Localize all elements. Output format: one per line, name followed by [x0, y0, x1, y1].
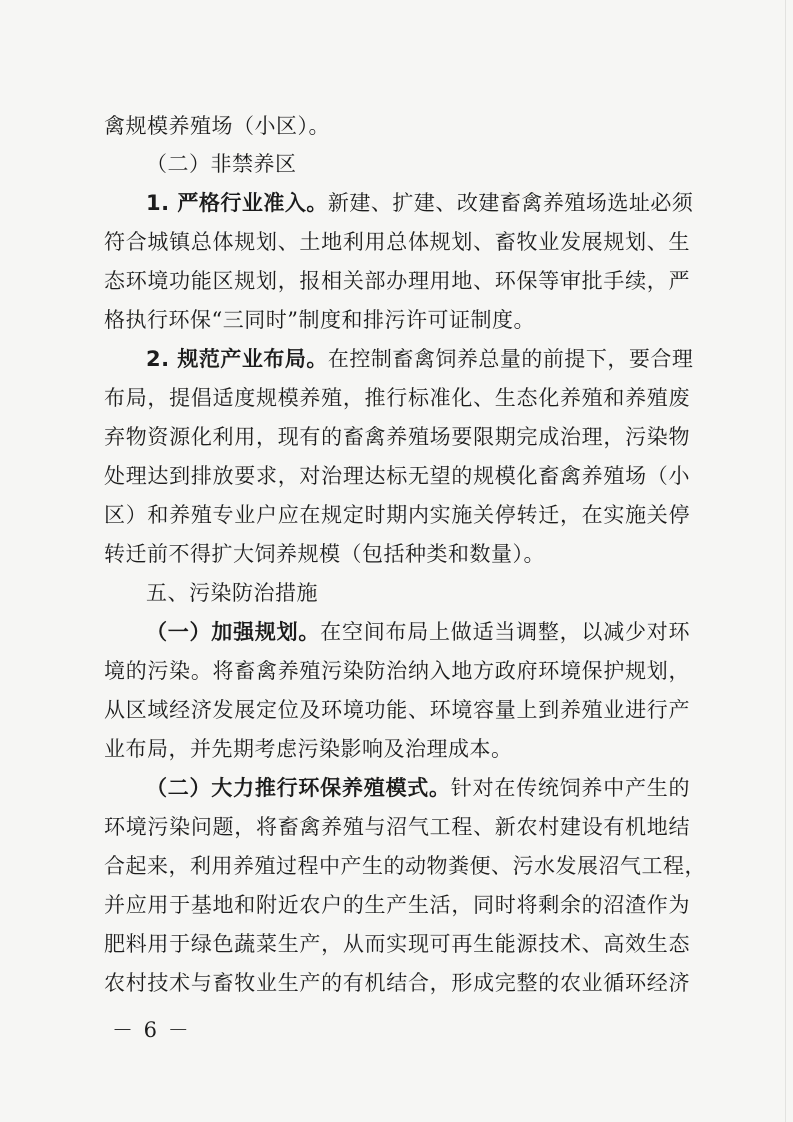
text-line: （二）大力推行环保养殖模式。针对在传统饲养中产生的 [146, 776, 691, 800]
section-heading: 五、污染防治措施 [146, 581, 318, 605]
scan-edge-line [785, 0, 786, 1122]
item-title: （一）加强规划。 [146, 620, 321, 644]
text-line: 业布局，并先期考虑污染影响及治理成本。 [104, 737, 513, 761]
section-heading: （二）非禁养区 [146, 152, 297, 176]
text-line: 境的污染。将畜禽养殖污染防治纳入地方政府环境保护规划， [104, 659, 690, 683]
text-line: （一）加强规划。在空间布局上做适当调整，以减少对环 [146, 620, 691, 644]
text-line: 环境污染问题，将畜禽养殖与沼气工程、新农村建设有机地结 [104, 815, 690, 839]
text-line: 并应用于基地和附近农户的生产生活，同时将剩余的沼渣作为 [104, 893, 690, 917]
text-line: 态环境功能区规划，报相关部办理用地、环保等审批手续，严 [104, 269, 690, 293]
text-line: 布局，提倡适度规模养殖，推行标准化、生态化养殖和养殖废 [104, 386, 690, 410]
text-line: 转迁前不得扩大饲养规模（包括种类和数量）。 [104, 542, 545, 566]
item-title: （二）大力推行环保养殖模式。 [146, 776, 451, 800]
text-line: 2. 规范产业布局。在控制畜禽饲养总量的前提下，要合理 [146, 347, 694, 371]
text-line: 弃物资源化利用，现有的畜禽养殖场要限期完成治理，污染物 [104, 425, 690, 449]
text-line: 符合城镇总体规划、土地利用总体规划、畜牧业发展规划、生 [104, 230, 690, 254]
text-line: 处理达到排放要求，对治理达标无望的规模化畜禽养殖场（小 [104, 464, 690, 488]
text-line: 合起来，利用养殖过程中产生的动物粪便、污水发展沼气工程， [104, 854, 706, 878]
item-title: 2. 规范产业布局。 [146, 347, 328, 371]
text-line: 从区域经济发展定位及环境功能、环境容量上到养殖业进行产 [104, 698, 690, 722]
page-number: － 6 － [112, 1018, 191, 1042]
text-line: 1. 严格行业准入。新建、扩建、改建畜禽养殖场选址必须 [146, 191, 694, 215]
text-line: 区）和养殖专业户应在规定时期内实施关停转迁，在实施关停 [104, 503, 690, 527]
text-line: 格执行环保“三同时”制度和排污许可证制度。 [104, 308, 535, 332]
text-line: 肥料用于绿色蔬菜生产，从而实现可再生能源技术、高效生态 [104, 932, 690, 956]
text-line: 禽规模养殖场（小区）。 [104, 114, 330, 138]
item-title: 1. 严格行业准入。 [146, 191, 328, 215]
text-line: 农村技术与畜牧业生产的有机结合，形成完整的农业循环经济 [104, 971, 690, 995]
